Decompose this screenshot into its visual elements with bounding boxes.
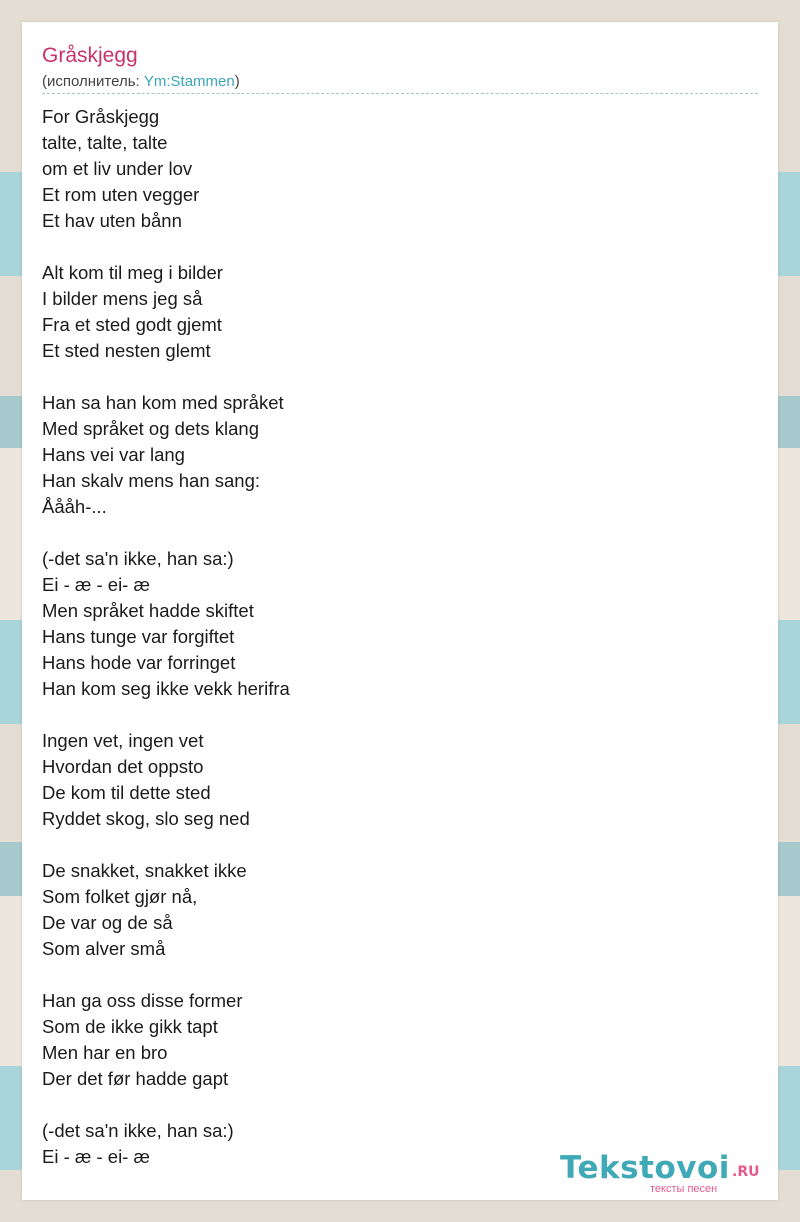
lyrics-line: De snakket, snakket ikke <box>42 860 247 881</box>
lyrics-line: Som alver små <box>42 938 166 959</box>
lyrics-stanza <box>42 728 290 832</box>
lyrics-line: om et liv under lov <box>42 158 193 179</box>
lyrics-stanza <box>42 546 290 702</box>
lyrics-line: Som de ikke gikk tapt <box>42 1016 218 1037</box>
song-title: Gråskjegg <box>42 44 138 67</box>
lyrics-line: Men har en bro <box>42 1042 168 1063</box>
lyrics-line: Hans vei var lang <box>42 444 185 465</box>
lyrics-line: Som folket gjør nå, <box>42 886 198 907</box>
lyrics-line: (-det sa'n ikke, han sa:) <box>42 1120 234 1141</box>
lyrics-line: (-det sa'n ikke, han sa:) <box>42 548 234 569</box>
lyrics-line: Ei - æ - ei- æ <box>42 1146 150 1167</box>
logo-tld: .RU <box>732 1164 760 1180</box>
lyrics-stanza <box>42 104 290 234</box>
lyrics-line: Et hav uten bånn <box>42 210 182 231</box>
lyrics-line: Fra et sted godt gjemt <box>42 314 222 335</box>
lyrics-line: Der det før hadde gapt <box>42 1068 229 1089</box>
lyrics-line: Med språket og dets klang <box>42 418 259 439</box>
lyrics-line: Han ga oss disse former <box>42 990 243 1011</box>
lyrics-line: talte, talte, talte <box>42 132 168 153</box>
lyrics-line: Han skalv mens han sang: <box>42 470 261 491</box>
lyrics-line: Men språket hadde skiftet <box>42 600 254 621</box>
lyrics-line: Ingen vet, ingen vet <box>42 730 204 751</box>
lyrics-stanza <box>42 858 290 962</box>
lyrics-line: Ei - æ - ei- æ <box>42 574 150 595</box>
lyrics-line: Alt kom til meg i bilder <box>42 262 223 283</box>
lyrics-line: De kom til dette sted <box>42 782 211 803</box>
logo-tagline: тексты песен <box>650 1183 718 1195</box>
artist-line <box>42 73 240 90</box>
lyrics-line: Ryddet skog, slo seg ned <box>42 808 250 829</box>
lyrics-stanza <box>42 390 290 520</box>
lyrics-line: Hvordan det oppsto <box>42 756 204 777</box>
site-logo[interactable] <box>560 1150 770 1196</box>
lyrics-card <box>22 22 778 1200</box>
lyrics-line: For Gråskjegg <box>42 106 160 127</box>
artist-suffix: ) <box>234 73 240 90</box>
lyrics-stanza <box>42 1118 290 1170</box>
lyrics-line: I bilder mens jeg så <box>42 288 203 309</box>
lyrics-stanza <box>42 988 290 1092</box>
lyrics-line: Åååh-... <box>42 496 107 517</box>
lyrics-line: Han kom seg ikke vekk herifra <box>42 678 290 699</box>
lyrics-line: Hans hode var forringet <box>42 652 236 673</box>
logo-name: Tekstovoi <box>560 1150 730 1186</box>
lyrics-line: Han sa han kom med språket <box>42 392 284 413</box>
artist-link[interactable]: Ym:Stammen <box>143 73 235 90</box>
artist-prefix: (исполнитель: <box>42 73 144 90</box>
lyrics-line: Et rom uten vegger <box>42 184 200 205</box>
lyrics-body <box>42 104 290 1196</box>
header-divider <box>42 93 758 94</box>
lyrics-line: Hans tunge var forgiftet <box>42 626 235 647</box>
lyrics-stanza <box>42 260 290 364</box>
lyrics-line: Et sted nesten glemt <box>42 340 211 361</box>
lyrics-line: De var og de så <box>42 912 173 933</box>
